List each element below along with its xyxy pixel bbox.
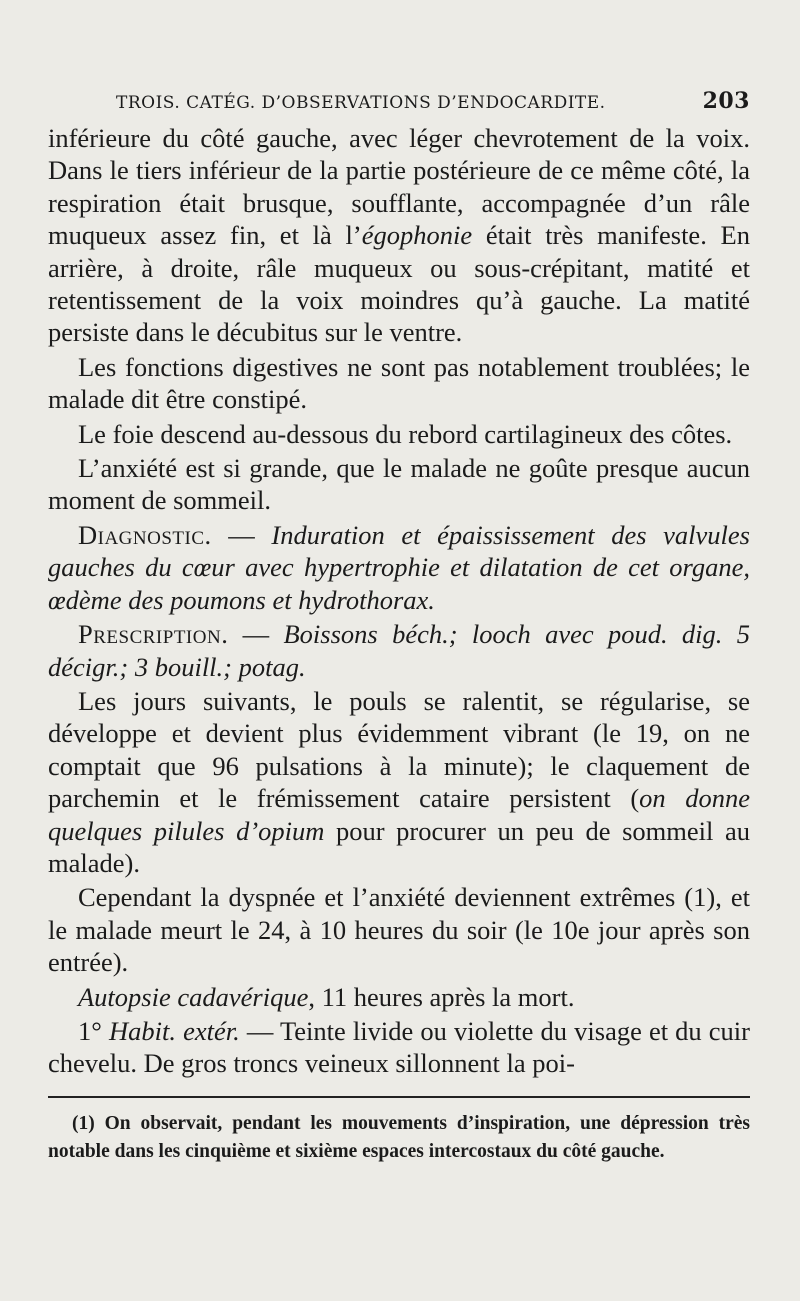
paragraph-autopsy — [48, 981, 750, 1013]
running-head — [116, 88, 750, 122]
emphasis-term: égophonie — [361, 220, 473, 251]
paragraph-text: était très manifeste. En arrière, à droite, râle muqueux ou sous-crépitant, matité et retentissement de la voix moindres qu’à gauche. La matité persiste dans le décubitus sur le ventre. — [48, 220, 750, 348]
paragraph-text: — Teinte livide ou violette du visage et du cuir chevelu. De gros troncs veineux sillonnent la poi- — [48, 1015, 750, 1079]
footnote-rule — [48, 1096, 750, 1098]
dash: — — [211, 519, 272, 550]
paragraph-digestive: Les fonctions digestives ne sont pas notablement troublées; le malade dit être constipé. — [48, 351, 750, 415]
paragraph-prescription — [48, 618, 750, 683]
paragraph-following-days — [48, 685, 750, 879]
paragraph-habit — [48, 1015, 750, 1080]
page — [48, 88, 750, 1168]
dash: — — [228, 619, 284, 650]
paragraph-death: Cependant la dyspnée et l’anxiété deviennent extrêmes (1), et le malade meurt le 24, à 10 heures du soir (le 10e jour après son entrée). — [48, 882, 750, 978]
paragraph-text: inférieure du côté gauche, avec léger chevrotement de la voix. Dans le tiers inférieur de la partie postérieure de ce même côté, la respiration était brusque, soufflante, accompagnée d’un râle muqueux assez fin, et là l’ — [48, 123, 750, 251]
prescription-text: Boissons béch.; looch avec poud. dig. 5 décigr.; 3 bouill.; potag. — [48, 619, 750, 682]
paragraph-text: , 11 heures après la mort. — [308, 981, 575, 1012]
section-number: 1° — [78, 1015, 109, 1046]
prescription-label: Prescription. — [78, 619, 229, 650]
body-text — [48, 122, 750, 1080]
paragraph-text: pour procurer un peu de sommeil au malade). — [48, 815, 751, 878]
habit-heading: Habit. extér. — [108, 1015, 240, 1046]
page-number: 203 — [702, 88, 750, 114]
diagnostic-text: Induration et épaississement des valvules gauches du cœur avec hypertrophie et dilatation de cet organe, œdème des poumons et hydrothorax. — [48, 519, 750, 615]
running-title: TROIS. CATÉG. D’OBSERVATIONS D’ENDOCARDITE. — [116, 93, 606, 113]
autopsy-heading: Autopsie cadavérique — [78, 981, 309, 1012]
emphasis-text: on donne quelques pilules d’opium — [48, 783, 750, 846]
paragraph-diagnostic — [48, 519, 750, 616]
paragraph-lung-exam — [48, 122, 750, 349]
footnote — [48, 1110, 750, 1166]
footnote-text: (1) On observait, pendant les mouvements d’inspiration, une dépression très notable dans les cinquième et sixième espaces intercostaux du côté gauche. — [48, 1112, 750, 1162]
diagnostic-label: Diagnostic. — [78, 519, 212, 550]
paragraph-text: Les jours suivants, le pouls se ralentit, se régularise, se développe et devient plus évidemment vibrant (le 19, on ne comptait que 96 pulsations à la minute); le claquement de parchemin et le frémissement cataire persistent ( — [48, 685, 750, 814]
paragraph-anxiety: L’anxiété est si grande, que le malade ne goûte presque aucun moment de sommeil. — [48, 453, 750, 516]
paragraph-liver: Le foie descend au-dessous du rebord cartilagineux des côtes. — [78, 418, 733, 449]
